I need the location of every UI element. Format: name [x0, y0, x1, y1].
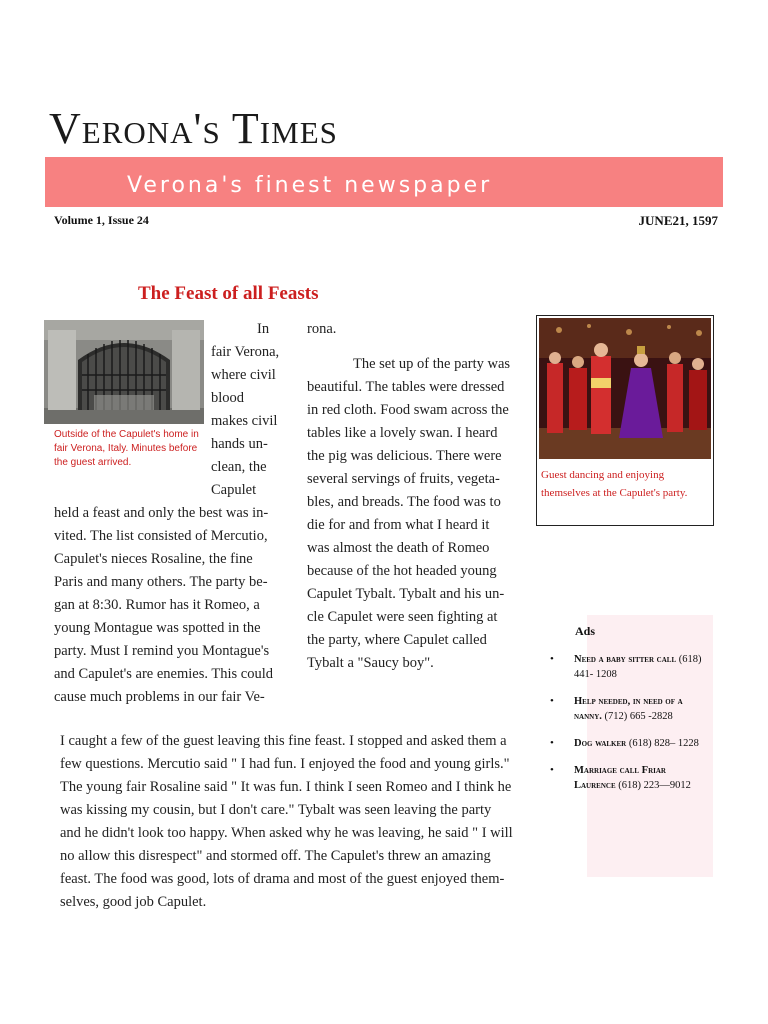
- text-line: the party, where Capulet called: [307, 632, 487, 648]
- text-line: Paris and many others. The party be-: [54, 574, 268, 590]
- text-line: the pig was delicious. There were: [307, 448, 502, 464]
- text-line: The set up of the party was: [353, 356, 511, 372]
- text-line: rona.: [307, 321, 337, 337]
- text-line: held a feast and only the best was in-: [54, 505, 269, 521]
- text-line: Capulet's nieces Rosaline, the fine: [54, 551, 253, 567]
- ad-contact: (618) 441- 1208: [574, 654, 702, 680]
- text-line: clean, the: [211, 459, 267, 475]
- text-line: gan at 8:30. Rumor has it Romeo, a: [54, 597, 260, 613]
- party-photo-frame: [536, 315, 714, 526]
- text-line: no allow this disrespect" and stormed off. The Capulet's threw an amazing: [60, 848, 491, 864]
- article-column-1-top: [211, 318, 287, 502]
- text-line: Capulet: [211, 482, 257, 498]
- ads-list: [550, 652, 710, 805]
- ad-contact: (618) 828– 1228: [626, 738, 699, 749]
- text-line: selves, good job Capulet.: [60, 894, 207, 910]
- issue-volume: Volume 1, Issue 24: [54, 213, 149, 227]
- ads-title: Ads: [575, 624, 596, 638]
- text-line: young Montague was spotted in the: [54, 620, 261, 636]
- ad-contact: (712) 665 -2828: [601, 711, 673, 722]
- text-line: feast. The food was good, lots of drama and most of the guest enjoyed them-: [60, 871, 505, 887]
- capulet-gate-photo: [44, 320, 204, 424]
- text-line: because of the hot headed young: [307, 563, 497, 579]
- ad-lead: Need a baby sitter call: [574, 654, 677, 665]
- text-line: several servings of fruits, vegeta-: [307, 471, 500, 487]
- text-line: bles, and breads. The food was to: [307, 494, 501, 510]
- text-line: makes civil: [211, 413, 278, 429]
- bullet-icon: •: [550, 653, 554, 665]
- party-photo-caption: Guest dancing and enjoying themselves at the Capulet's party.: [541, 469, 688, 499]
- party-photo: [539, 318, 711, 459]
- text-line: where civil: [211, 367, 276, 383]
- ad-item: [550, 736, 710, 751]
- text-line: beautiful. The tables were dressed: [307, 379, 505, 395]
- article-column-2: [307, 318, 527, 675]
- article-closing-paragraph: [60, 730, 544, 914]
- ad-item: [550, 694, 710, 724]
- article-column-1-bottom: [54, 502, 290, 709]
- ad-lead: Marriage call Friar Laurence: [574, 765, 666, 791]
- text-line: die for and from what I heard it: [307, 517, 490, 533]
- bullet-icon: •: [550, 737, 554, 749]
- ad-contact: (618) 223—9012: [615, 780, 691, 791]
- ad-item: [550, 652, 710, 682]
- bullet-icon: •: [550, 764, 554, 776]
- paragraph-gap: [307, 341, 527, 353]
- text-line: vited. The list consisted of Mercutio,: [54, 528, 268, 544]
- text-line: tables like a lovely swan. I heard: [307, 425, 498, 441]
- text-line: Tybalt a "Saucy boy".: [307, 655, 434, 671]
- text-line: Capulet Tybalt. Tybalt and his un-: [307, 586, 505, 602]
- issue-date: JUNE21, 1597: [638, 213, 718, 228]
- ad-lead: Help needed, in need of a nanny.: [574, 696, 683, 722]
- text-line: I caught a few of the guest leaving this fine feast. I stopped and asked them a: [60, 733, 507, 749]
- tagline: Verona's finest newspaper: [127, 173, 493, 198]
- masthead-title: Verona's Times: [49, 104, 338, 153]
- text-line: The young fair Rosaline said " It was fun. I think I seen Romeo and I think he: [60, 779, 512, 795]
- text-line: and he didn't look too happy. When asked why he was leaving, he said " I will: [60, 825, 513, 841]
- tagline-banner: [45, 157, 723, 207]
- ad-lead: Dog walker: [574, 738, 627, 749]
- text-line: cause much problems in our fair Ve-: [54, 689, 265, 705]
- text-line: was almost the death of Romeo: [307, 540, 490, 556]
- ad-item: [550, 763, 710, 793]
- text-line: cle Capulet were seen fighting at: [307, 609, 498, 625]
- bullet-icon: •: [550, 695, 554, 707]
- text-line: hands un-: [211, 436, 268, 452]
- text-line: In: [257, 321, 270, 337]
- article-headline: The Feast of all Feasts: [138, 283, 319, 304]
- text-line: blood: [211, 390, 245, 406]
- gate-photo-caption: Outside of the Capulet's home in fair Verona, Italy. Minutes before the guest arrived.: [54, 429, 199, 468]
- text-line: fair Verona,: [211, 344, 280, 360]
- text-line: in red cloth. Food swam across the: [307, 402, 509, 418]
- text-line: party. Must I remind you Montague's: [54, 643, 270, 659]
- text-line: and Capulet's are enemies. This could: [54, 666, 273, 682]
- text-line: few questions. Mercutio said " I had fun. I enjoyed the food and young girls.": [60, 756, 510, 772]
- text-line: was kissing my cousin, but I don't care." Tybalt was seen leaving the party: [60, 802, 492, 818]
